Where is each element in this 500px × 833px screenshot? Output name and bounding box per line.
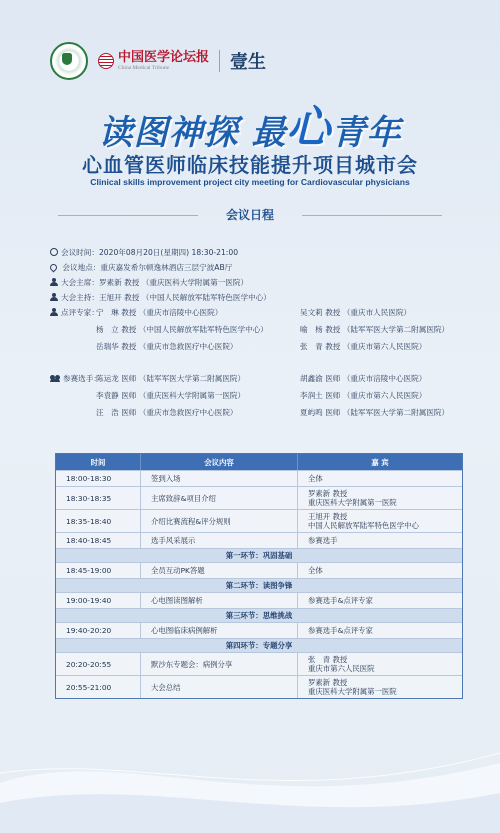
contestant-item: 夏屿鸣 医师 （陆军军医大学第二附属医院） [300,408,450,417]
judge-item: 张 青 教授 （重庆市第六人民医院） [300,342,427,351]
table-row: 20:55-21:00 大会总结 罗素新 教授 重庆医科大学附属第一医院 [56,675,462,698]
group-icon [50,374,60,382]
judge-item: 宁 琳 教授 （重庆市涪陵中心医院） [96,308,223,317]
section-row: 第二环节：读图争锋 [56,578,462,592]
table-row: 20:20-20:55 默沙东专题会：病例分享 张 青 教授 重庆市第六人民医院 [56,652,462,675]
association-seal-logo [50,42,88,80]
judges-label: 点评专家： [50,307,99,318]
logo-bar [50,42,266,80]
schedule-table [55,453,463,699]
meeting-time: 会议时间：2020年08月20日(星期四) 18:30-21:00 [50,247,238,258]
publisher-name-cn: 中国医学论坛报 [118,49,210,65]
table-row: 18:45-19:00 全员互动PK答题 全体 [56,562,462,578]
person-icon [50,308,58,316]
decorative-waves [0,713,500,833]
headline-heart: 心 [286,102,332,153]
table-header [56,454,462,470]
publisher-name-en: China Medical Tribune [118,64,170,71]
table-row: 19:40-20:20 心电图临床病例解析 参赛选手&点评专家 [56,622,462,638]
contestant-item: 陈运龙 医师 （陆军军医大学第二附属医院） [96,374,246,383]
headline-part2c: 青年 [331,113,402,153]
headline-part2a: 最 [251,113,287,153]
china-medical-tribune-logo [98,51,209,72]
judge-item: 吴文莉 教授 （重庆市人民医院） [300,308,412,317]
agenda-title: 会议日程 [225,208,274,222]
headline-part1: 读图神探 [98,113,239,153]
contestant-item: 汪 浩 医师 （重庆市急救医疗中心医院） [96,408,238,417]
clock-icon [50,248,58,256]
table-row: 19:00-19:40 心电图读图解析 参赛选手&点评专家 [56,592,462,608]
table-row: 18:40-18:45 选手风采展示 参赛选手 [56,532,462,548]
judge-item: 岳瑞华 教授 （重庆市急救医疗中心医院） [96,342,238,351]
meeting-host: 大会主持：王旭开 教授 （中国人民解放军陆军特色医学中心） [50,292,271,303]
contestant-item: 胡鑫渝 医师 （重庆市涪陵中心医院） [300,374,427,383]
globe-icon [98,53,114,69]
judge-item: 喻 杨 教授 （陆军军医大学第二附属医院） [300,325,450,334]
judge-item: 杨 立 教授 （中国人民解放军陆军特色医学中心） [96,325,268,334]
person-icon [50,278,58,286]
table-row: 18:30-18:35 主席致辞&项目介绍 罗素新 教授 重庆医科大学附属第一医院 [56,486,462,509]
location-pin-icon [49,263,59,273]
page-subtitle-en: Clinical skills improvement project city meeting for Cardiovascular physicians [90,177,410,187]
contestant-item: 李袁静 医师 （重庆医科大学附属第一医院） [96,391,246,400]
meeting-venue: 会议地点：重庆嘉发希尔顿逸林酒店三层宁波AB厅 [50,262,232,273]
contestants-label: 参赛选手： [50,373,101,384]
agenda-heading [0,205,500,225]
logo-divider [219,50,220,72]
headline [0,93,500,157]
meeting-chair: 大会主席：罗素新 教授 （重庆医科大学附属第一医院） [50,277,248,288]
header-guest: 嘉 宾 [371,457,389,467]
section-row: 第三环节：思维挑战 [56,608,462,622]
heading-rule-right [302,215,442,216]
header-content: 会议内容 [141,454,298,470]
contestant-item: 李润土 医师 （重庆市第六人民医院） [300,391,427,400]
table-row: 18:35-18:40 介绍比赛流程&评分规则 王旭开 教授 中国人民解放军陆军特色医学中心 [56,509,462,532]
page-title: 心血管医师临床技能提升项目城市会 [82,153,418,177]
section-row: 第一环节：巩固基础 [56,548,462,562]
header-time: 时间 [56,454,141,470]
table-row: 18:00-18:30 签到入场 全体 [56,470,462,486]
partner-logo: 壹生 [230,52,267,73]
section-row: 第四环节：专题分享 [56,638,462,652]
person-icon [50,293,58,301]
